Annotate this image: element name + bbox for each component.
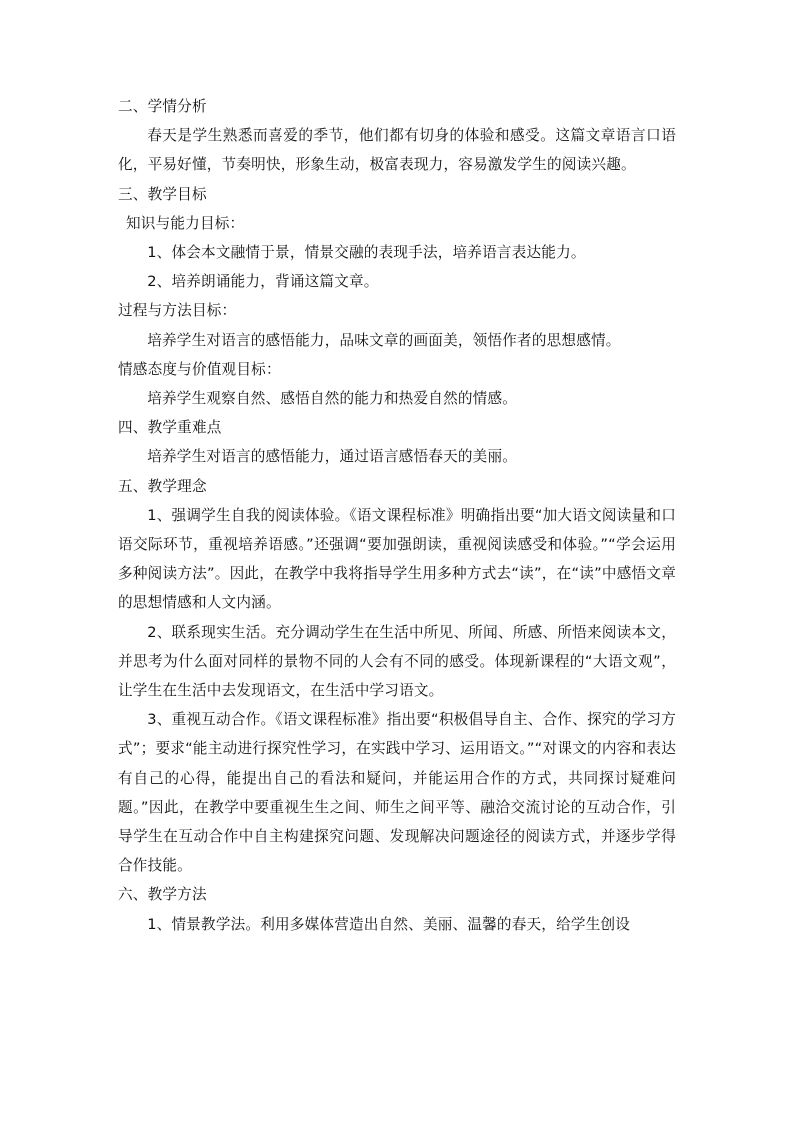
learning-analysis-paragraph: 春天是学生熟悉而喜爱的季节，他们都有切身的体验和感受。这篇文章语言口语化，平易好懂，节奏明快，形象生动，极富表现力，容易激发学生的阅读兴趣。	[118, 127, 676, 174]
subheading-knowledge-ability: 知识与能力目标：	[126, 214, 245, 232]
subheading-process-method: 过程与方法目标：	[118, 302, 237, 320]
section-heading-learning-analysis: 二、学情分析	[118, 98, 207, 115]
philosophy-paragraph-1: 1、强调学生自我的阅读体验。《语文课程标准》明确指出要“加大语文阅读量和口语交际环节，重视培养语感。”还强调“要加强朗读，重视阅读感受和体验。”“学会运用多种阅读方法”。因此，在教学中我将指导学生用多种方式去“读”，在“读”中感悟文章的思想情感和人文内涵。	[118, 506, 676, 612]
goal-item-1: 1、体会本文融情于景，情景交融的表现手法，培养语言表达能力。	[147, 244, 586, 262]
philosophy-paragraph-3: 3、重视互动合作。《语文课程标准》指出要“积极倡导自主、合作、探究的学习方式”；要求“能主动进行探究性学习，在实践中学习、运用语文。”“对课文的内容和表达有自己的心得，能提出自己的看法和疑问，并能运用合作的方式，共同探讨疑难问题。”因此，在教学中要重视生生之间、师生之间平等、融洽交流讨论的互动合作，引导学生在互动合作中自主构建探究问题、发现解决问题途径的阅读方式，并逐步学得合作技能。	[118, 711, 676, 875]
subheading-emotion-values: 情感态度与价值观目标：	[118, 360, 281, 378]
goal-item-2: 2、培养朗诵能力，背诵这篇文章。	[147, 273, 379, 291]
methods-paragraph-1: 1、情景教学法。利用多媒体营造出自然、美丽、温馨的春天，给学生创设	[147, 915, 631, 933]
document-page	[118, 92, 676, 939]
section-heading-teaching-goals: 三、教学目标	[118, 185, 207, 203]
section-heading-teaching-philosophy: 五、教学理念	[118, 477, 207, 495]
section-heading-key-difficulties: 四、教学重难点	[118, 419, 222, 437]
emotion-values-text: 培养学生观察自然、感悟自然的能力和热爱自然的情感。	[147, 390, 518, 408]
philosophy-paragraph-2: 2、联系现实生活。充分调动学生在生活中所见、所闻、所感、所悟来阅读本文，并思考为什么面对同样的景物不同的人会有不同的感受。体现新课程的“大语文观”，让学生在生活中去发现语文，在生活中学习语文。	[118, 623, 676, 700]
process-method-text: 培养学生对语言的感悟能力，品味文章的画面美，领悟作者的思想感情。	[147, 331, 621, 349]
key-difficulties-text: 培养学生对语言的感悟能力，通过语言感悟春天的美丽。	[147, 448, 518, 466]
section-heading-teaching-methods: 六、教学方法	[118, 886, 207, 904]
